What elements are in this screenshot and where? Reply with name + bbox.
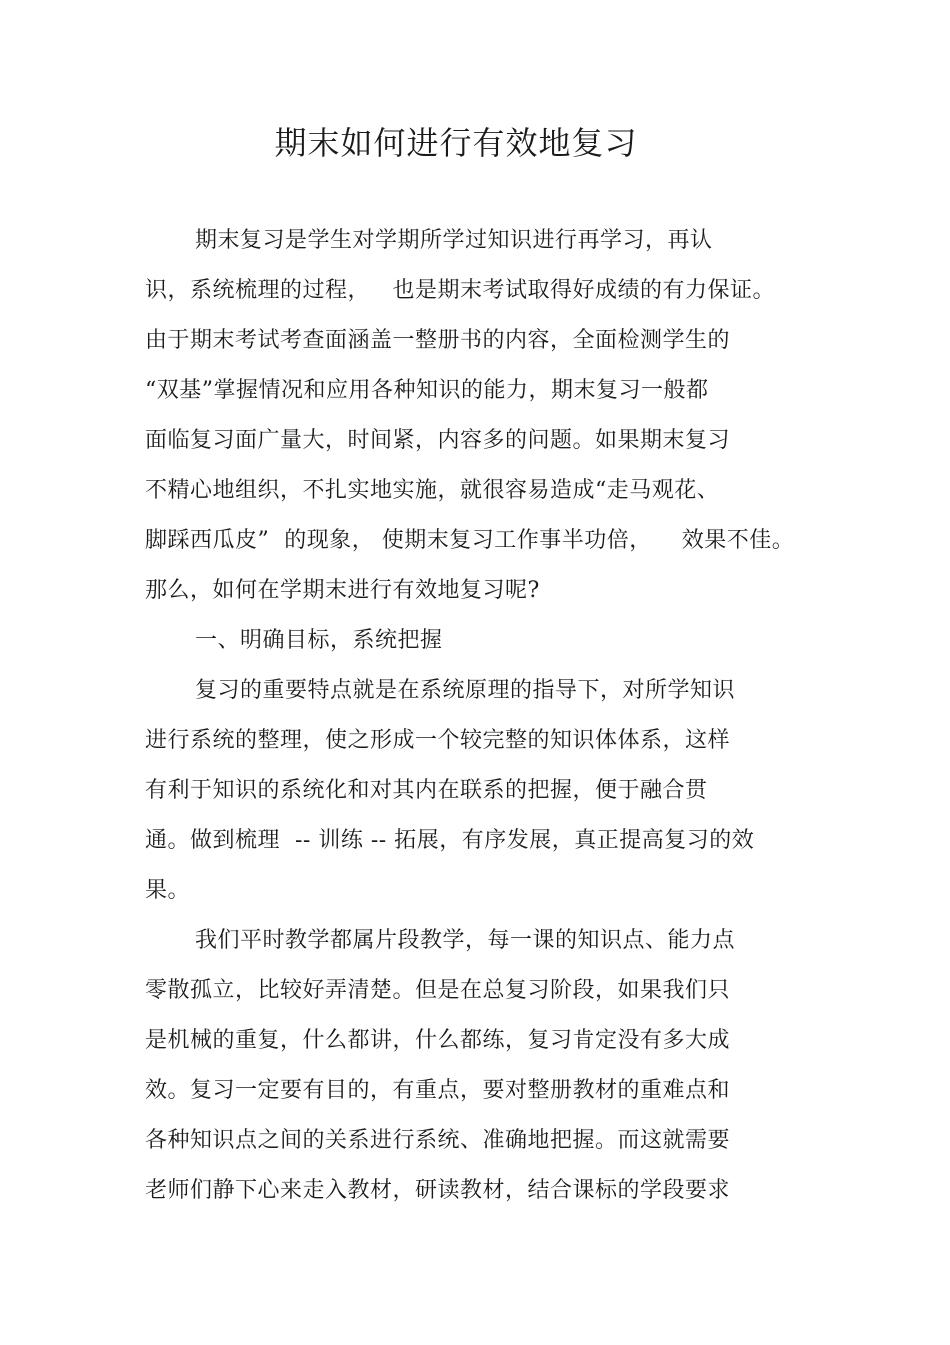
body-line: 是机械的重复，什么都讲，什么都练，复习肯定没有多大成 xyxy=(145,1028,731,1053)
body-line: 不精心地组织，不扎实地实施，就很容易造成“走马观花、 xyxy=(145,478,720,503)
body-line: 老师们静下心来走入教材，研读教材，结合课标的学段要求 xyxy=(145,1178,731,1203)
body-line: 脚踩西瓜皮” 的现象， 使期末复习工作事半功倍， 效果不佳。 xyxy=(145,528,795,553)
body-line: 效。复习一定要有目的，有重点，要对整册教材的重难点和 xyxy=(145,1078,731,1103)
section-heading: 一、明确目标，系统把握 xyxy=(195,628,443,653)
body-line: 果。 xyxy=(145,878,191,903)
body-line: 各种知识点之间的关系进行系统、准确地把握。而这就需要 xyxy=(145,1128,731,1153)
body-line: 有利于知识的系统化和对其内在联系的把握，便于融合贯 xyxy=(145,778,708,803)
body-line: 我们平时教学都属片段教学，每一课的知识点、能力点 xyxy=(195,928,736,953)
body-line: 面临复习面广量大，时间紧，内容多的问题。如果期末复习 xyxy=(145,428,731,453)
body-line: 期末复习是学生对学期所学过知识进行再学习，再认 xyxy=(195,228,713,253)
document-title: 期末如何进行有效地复习 xyxy=(274,124,638,162)
body-line: “双基”掌握情况和应用各种知识的能力，期末复习一般都 xyxy=(145,378,709,403)
body-line: 复习的重要特点就是在系统原理的指导下，对所学知识 xyxy=(195,678,736,703)
body-line: 由于期末考试考查面涵盖一整册书的内容，全面检测学生的 xyxy=(145,328,731,353)
document-body xyxy=(145,216,825,1216)
body-line: 通。做到梳理 -- 训练 -- 拓展，有序发展，真正提高复习的效 xyxy=(145,828,755,853)
body-line: 进行系统的整理，使之形成一个较完整的知识体体系，这样 xyxy=(145,728,731,753)
body-line: 识，系统梳理的过程， 也是期末考试取得好成绩的有力保证。 xyxy=(145,278,775,303)
body-line: 零散孤立，比较好弄清楚。但是在总复习阶段，如果我们只 xyxy=(145,978,731,1003)
body-line: 那么，如何在学期末进行有效地复习呢? xyxy=(145,578,540,603)
